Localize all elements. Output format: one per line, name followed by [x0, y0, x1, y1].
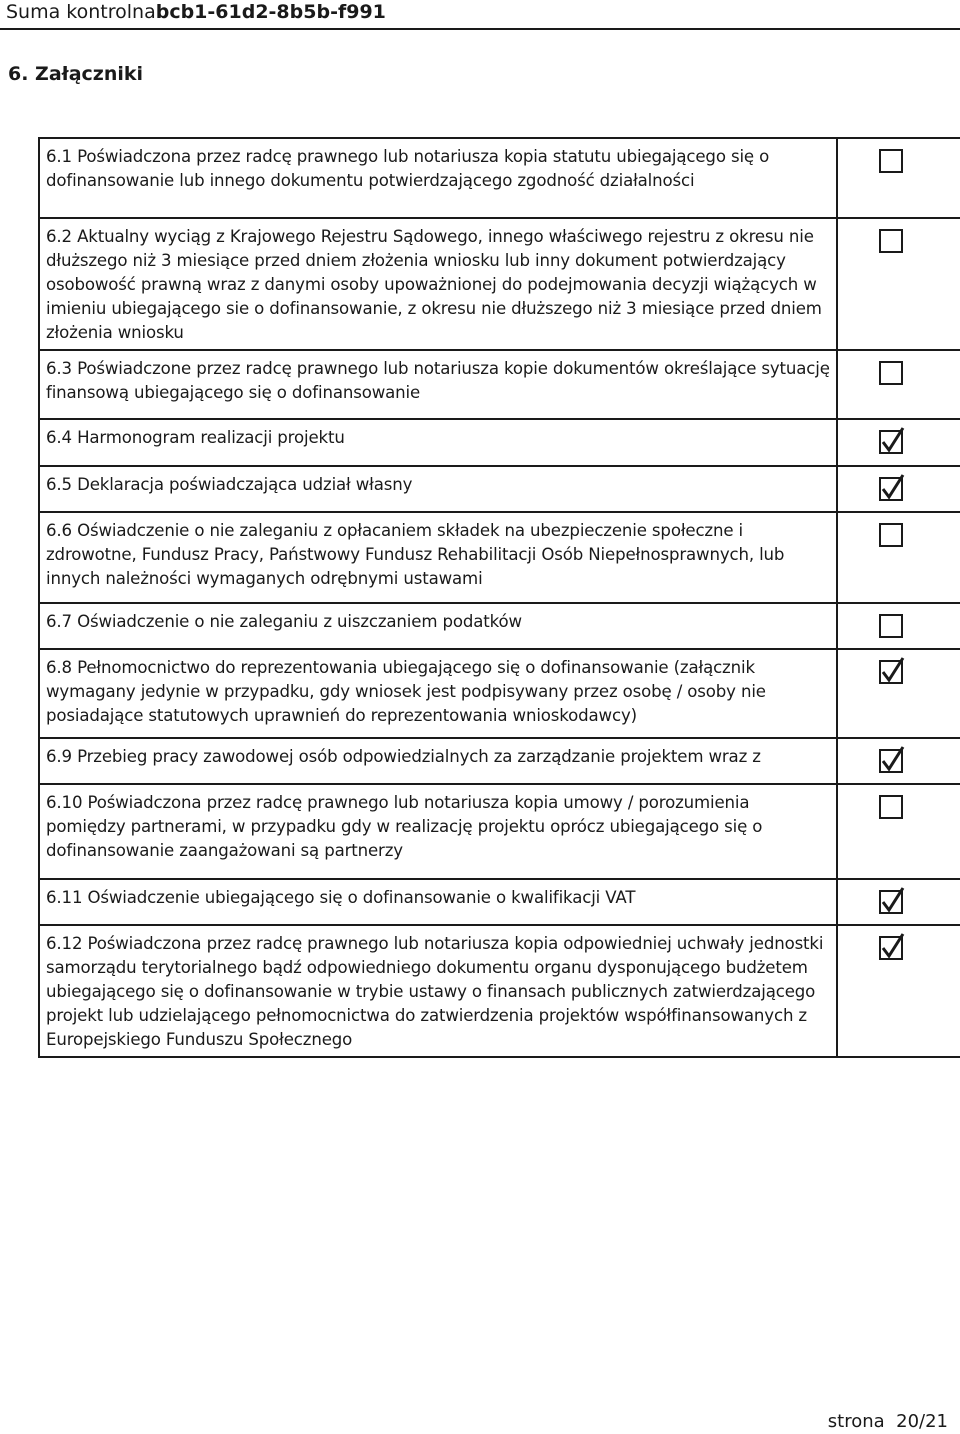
- unchecked-checkbox-icon[interactable]: [879, 229, 903, 253]
- attachment-row: [39, 925, 960, 1057]
- attachment-checkbox-cell: [837, 218, 960, 350]
- unchecked-checkbox-icon[interactable]: [879, 149, 903, 173]
- checkmark-icon: [880, 426, 906, 454]
- attachment-checkbox-cell: [837, 350, 960, 419]
- checked-checkbox-icon[interactable]: [879, 936, 903, 960]
- checked-checkbox-icon[interactable]: [879, 660, 903, 684]
- attachment-checkbox-cell: [837, 925, 960, 1057]
- attachment-description: 6.7 Oświadczenie o nie zaleganiu z uiszczaniem podatków: [39, 603, 837, 649]
- attachment-row: [39, 603, 960, 649]
- page-label: strona: [827, 1411, 885, 1432]
- attachment-checkbox-cell: [837, 879, 960, 925]
- attachment-description: 6.4 Harmonogram realizacji projektu: [39, 419, 837, 466]
- checksum-value: bcb1-61d2-8b5b-f991: [155, 1, 386, 23]
- header-divider: [0, 28, 960, 30]
- attachment-description: 6.11 Oświadczenie ubiegającego się o dofinansowanie o kwalifikacji VAT: [39, 879, 837, 925]
- attachment-description: 6.5 Deklaracja poświadczająca udział własny: [39, 466, 837, 512]
- attachment-row: [39, 784, 960, 879]
- attachment-row: [39, 138, 960, 218]
- page-number: 20/21: [896, 1411, 948, 1432]
- attachment-checkbox-cell: [837, 603, 960, 649]
- attachment-checkbox-cell: [837, 466, 960, 512]
- checkmark-icon: [880, 745, 906, 773]
- attachment-description: 6.6 Oświadczenie o nie zaleganiu z opłacaniem składek na ubezpieczenie społeczne i zdrowotne, Fundusz Pracy, Państwowy Fundusz Rehabilitacji Osób Niepełnosprawnych, lub innych należności wymaganych odrębnymi ustawami: [39, 512, 837, 603]
- attachment-checkbox-cell: [837, 738, 960, 784]
- attachment-row: [39, 649, 960, 738]
- attachment-row: [39, 879, 960, 925]
- page-footer: [828, 1410, 948, 1434]
- attachment-row: [39, 738, 960, 784]
- attachment-description: 6.10 Poświadczona przez radcę prawnego lub notariusza kopia umowy / porozumienia pomiędzy partnerami, w przypadku gdy w realizację projektu oprócz ubiegającego się o dofinansowanie zaangażowani są partnerzy: [39, 784, 837, 879]
- attachment-row: [39, 512, 960, 603]
- attachment-description: 6.3 Poświadczone przez radcę prawnego lub notariusza kopie dokumentów określające sytuację finansową ubiegającego się o dofinansowanie: [39, 350, 837, 419]
- checkmark-icon: [880, 656, 906, 684]
- unchecked-checkbox-icon[interactable]: [879, 614, 903, 638]
- attachments-table: [38, 137, 960, 1058]
- attachment-description: 6.1 Poświadczona przez radcę prawnego lub notariusza kopia statutu ubiegającego się o dofinansowanie lub innego dokumentu potwierdzającego zgodność działalności: [39, 138, 837, 218]
- checkmark-icon: [880, 886, 906, 914]
- attachment-description: 6.9 Przebieg pracy zawodowej osób odpowiedzialnych za zarządzanie projektem wraz z: [39, 738, 837, 784]
- checkmark-icon: [880, 473, 906, 501]
- checkmark-icon: [880, 932, 906, 960]
- attachment-checkbox-cell: [837, 784, 960, 879]
- attachment-row: [39, 350, 960, 419]
- attachment-row: [39, 419, 960, 466]
- document-header: [6, 0, 386, 24]
- attachment-checkbox-cell: [837, 512, 960, 603]
- attachment-row: [39, 218, 960, 350]
- attachment-checkbox-cell: [837, 649, 960, 738]
- unchecked-checkbox-icon[interactable]: [879, 523, 903, 547]
- section-title: 6. Załączniki: [8, 63, 144, 85]
- attachment-checkbox-cell: [837, 138, 960, 218]
- attachment-description: 6.8 Pełnomocnictwo do reprezentowania ubiegającego się o dofinansowanie (załącznik wymagany jedynie w przypadku, gdy wniosek jest podpisywany przez osobę / osoby nie posiadające statutowych uprawnień do reprezentowania wnioskodawcy): [39, 649, 837, 738]
- attachment-row: [39, 466, 960, 512]
- attachment-description: 6.2 Aktualny wyciąg z Krajowego Rejestru Sądowego, innego właściwego rejestru z okresu nie dłuższego niż 3 miesiące przed dniem złożenia wniosku lub inny dokument potwierdzający osobowość prawną wraz z danymi osoby upoważnionej do podejmowania decyzji wiążących w imieniu ubiegającego sie o dofinansowanie, z okresu nie dłuższego niż 3 miesiące przed dniem złożenia wniosku: [39, 218, 837, 350]
- unchecked-checkbox-icon[interactable]: [879, 361, 903, 385]
- checked-checkbox-icon[interactable]: [879, 749, 903, 773]
- checked-checkbox-icon[interactable]: [879, 890, 903, 914]
- attachment-description: 6.12 Poświadczona przez radcę prawnego lub notariusza kopia odpowiedniej uchwały jednostki samorządu terytorialnego bądź odpowiedniego dokumentu organu dysponującego budżetem ubiegającego się o dofinansowanie w trybie ustawy o finansach publicznych zatwierdzającego projekt lub udzielającego pełnomocnictwa do zatwierdzenia projektów współfinansowanych z Europejskiego Funduszu Społecznego: [39, 925, 837, 1057]
- attachment-checkbox-cell: [837, 419, 960, 466]
- unchecked-checkbox-icon[interactable]: [879, 795, 903, 819]
- checked-checkbox-icon[interactable]: [879, 430, 903, 454]
- checked-checkbox-icon[interactable]: [879, 477, 903, 501]
- checksum-label: Suma kontrolna: [6, 1, 156, 23]
